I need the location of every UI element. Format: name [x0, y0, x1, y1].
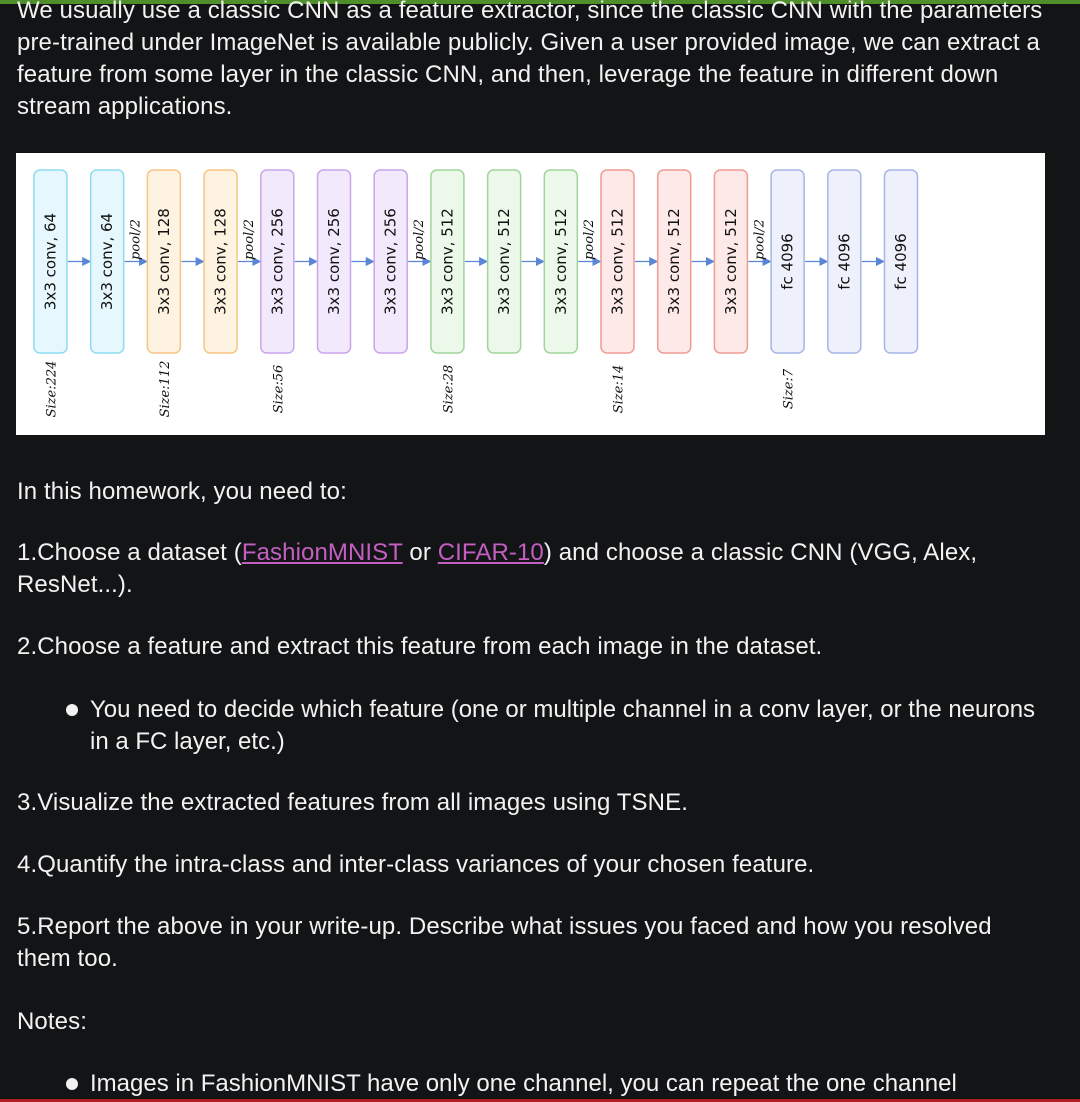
homework-item-5: 5.Report the above in your write-up. Describe what issues you faced and how you resolved them too. [17, 913, 992, 972]
block-label: 3x3 conv, 256 [325, 208, 343, 315]
block-label: fc 4096 [892, 233, 910, 290]
homework-item-2-bullet: You need to decide which feature (one or multiple channel in a conv layer, or the neurons in a FC layer, etc.) [90, 696, 1036, 755]
pool-label: pool/2 [752, 219, 768, 260]
pool-label: pool/2 [128, 219, 144, 260]
size-label: Size:224 [44, 360, 60, 418]
block-label: 3x3 conv, 512 [495, 208, 514, 315]
block-label: 3x3 conv, 256 [268, 208, 287, 315]
pool-label: pool/2 [412, 219, 428, 260]
homework-item-2: 2.Choose a feature and extract this feature from each image in the dataset. [17, 633, 823, 660]
item1-after: ) and choose a classic CNN (VGG, Alex, ResNet...). [17, 539, 978, 598]
size-label: Size:112 [157, 360, 173, 418]
bullet-dot [66, 1078, 78, 1090]
size-label: Size:28 [441, 364, 457, 414]
block-label: 3x3 conv, 512 [551, 208, 570, 315]
notes-title: Notes: [17, 1008, 87, 1035]
homework-item-1 [17, 537, 1047, 601]
block-label: 3x3 conv, 512 [721, 208, 740, 315]
size-label: Size:7 [781, 368, 797, 410]
pool-label: pool/2 [582, 219, 598, 260]
block-label: 3x3 conv, 512 [665, 208, 684, 315]
block-label: 3x3 conv, 512 [608, 208, 627, 315]
homework-item-3: 3.Visualize the extracted features from all images using TSNE. [17, 789, 688, 816]
cifar10-link[interactable]: CIFAR-10 [437, 539, 544, 566]
item1-before: 1.Choose a dataset ( [17, 539, 242, 566]
homework-item-4: 4.Quantify the intra-class and inter-class variances of your chosen feature. [17, 851, 815, 878]
block-label: 3x3 conv, 128 [211, 208, 230, 315]
bullet-dot [66, 704, 78, 716]
block-label: 3x3 conv, 64 [98, 212, 117, 311]
block-label: fc 4096 [778, 233, 797, 290]
block-label: 3x3 conv, 128 [154, 208, 173, 315]
block-label: 3x3 conv, 64 [41, 212, 60, 311]
item1-middle: or [402, 539, 438, 566]
size-label: Size:14 [611, 364, 627, 414]
intro-paragraph: We usually use a classic CNN as a feature extractor, since the classic CNN with the parameters pre-trained under ImageNet is available publicly. Given a user provided image, we can extract a feature from some layer in the classic CNN, and then, leverage the feature in different down stream applications. [17, 0, 1043, 120]
block-label: fc 4096 [835, 233, 854, 290]
vgg-diagram-svg [16, 153, 1045, 435]
homework-intro: In this homework, you need to: [17, 478, 347, 505]
size-label: Size:56 [271, 364, 287, 414]
notes-bullet-1: Images in FashionMNIST have only one channel, you can repeat the one channel [90, 1070, 957, 1097]
fashionmnist-link[interactable]: FashionMNIST [241, 539, 403, 566]
pool-label: pool/2 [241, 219, 257, 260]
block-label: 3x3 conv, 256 [381, 208, 400, 315]
block-label: 3x3 conv, 512 [438, 208, 457, 315]
vgg-architecture-diagram [16, 153, 1045, 435]
